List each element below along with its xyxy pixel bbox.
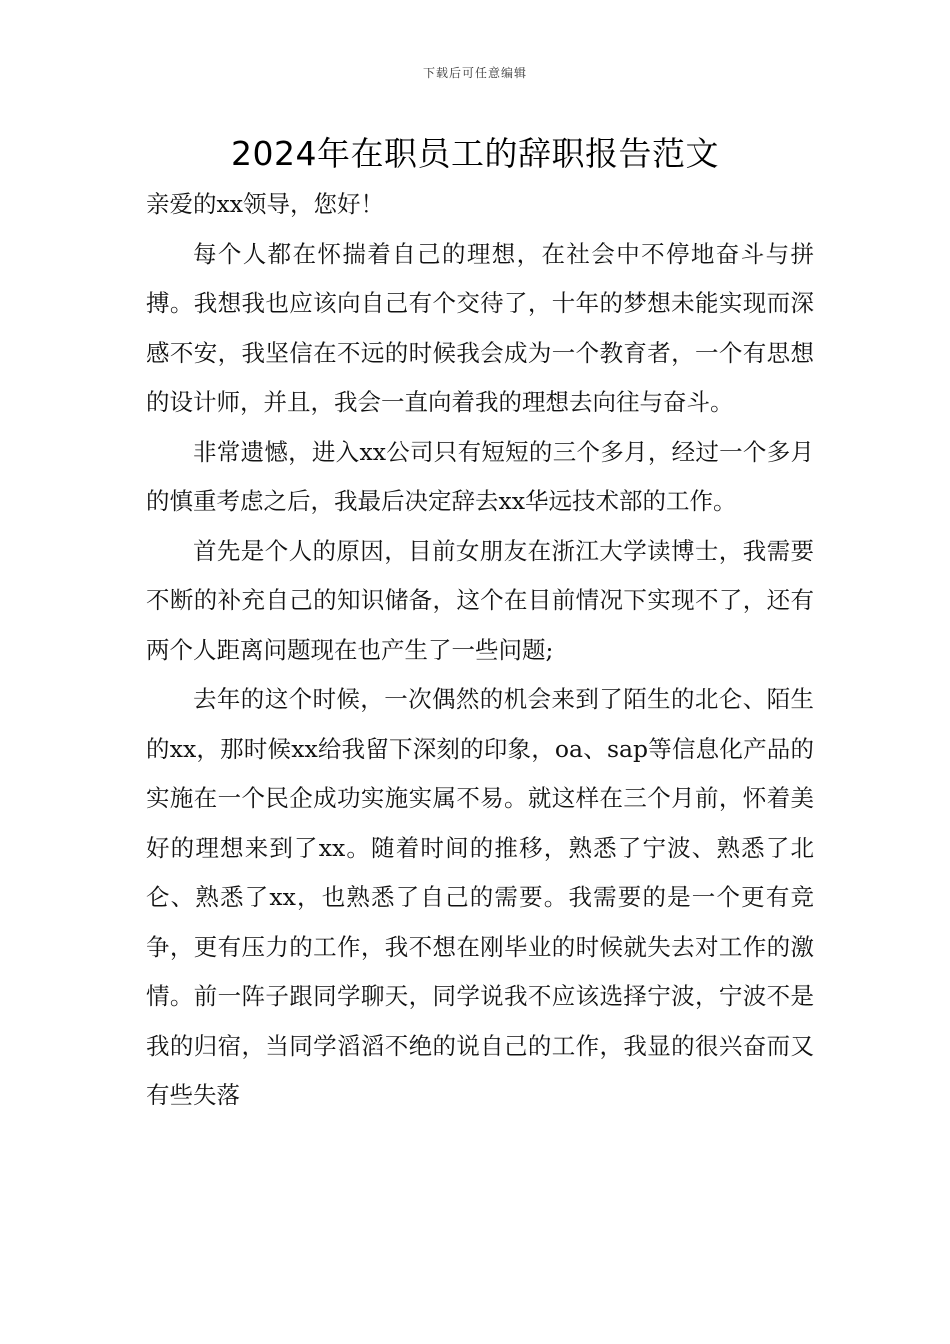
document-title: 2024年在职员工的辞职报告范文 <box>231 134 719 173</box>
paragraph-1: 每个人都在怀揣着自己的理想，在社会中不停地奋斗与拼搏。我想我也应该向自己有个交待了，十年的梦想未能实现而深感不安，我坚信在不远的时候我会成为一个教育者，一个有思想的设计师，并且，我会一直向着我的理想去向往与奋斗。 <box>146 239 814 416</box>
document-body <box>146 180 814 1121</box>
paragraph-2: 非常遗憾，进入xx公司只有短短的三个多月，经过一个多月的慎重考虑之后，我最后决定辞去xx华远技术部的工作。 <box>146 437 814 515</box>
paragraph-4: 去年的这个时候，一次偶然的机会来到了陌生的北仑、陌生的xx，那时候xx给我留下深刻的印象，oa、sap等信息化产品的实施在一个民企成功实施实属不易。就这样在三个月前，怀着美好的理想来到了xx。随着时间的推移，熟悉了宁波、熟悉了北仑、熟悉了xx，也熟悉了自己的需要。我需要的是一个更有竞争，更有压力的工作，我不想在刚毕业的时候就失去对工作的激情。前一阵子跟同学聊天，同学说我不应该选择宁波，宁波不是我的归宿，当同学滔滔不绝的说自己的工作，我显的很兴奋而又有些失落 <box>146 685 814 1109</box>
paragraph-3: 首先是个人的原因，目前女朋友在浙江大学读博士，我需要不断的补充自己的知识储备，这个在目前情况下实现不了，还有两个人距离问题现在也产生了一些问题; <box>146 536 814 664</box>
header-note: 下载后可任意编辑 <box>422 66 527 80</box>
greeting: 亲爱的xx领导，您好！ <box>146 190 385 218</box>
